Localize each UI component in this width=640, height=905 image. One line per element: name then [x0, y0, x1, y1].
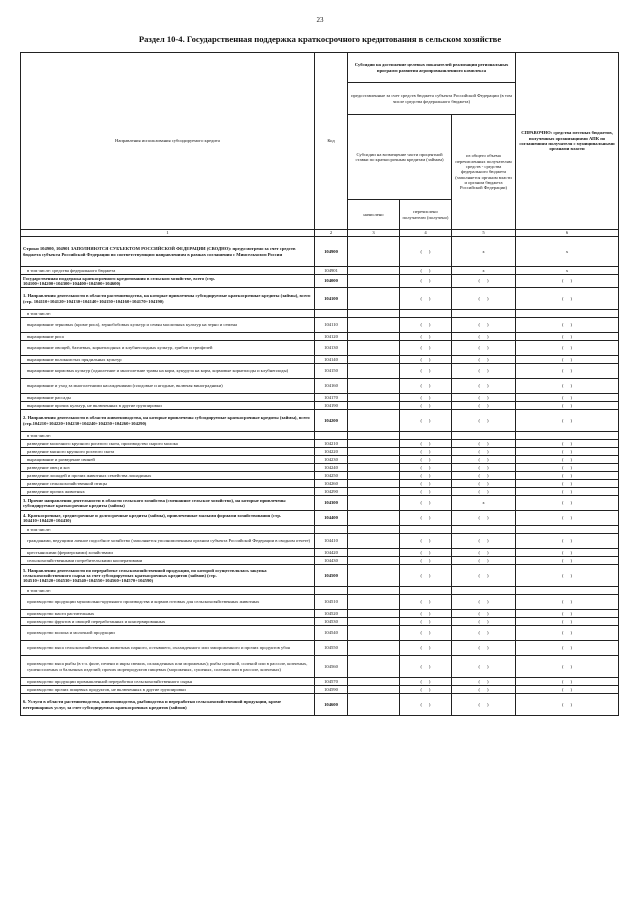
row-code: 104430 — [315, 557, 348, 565]
cell-federal: ( ) — [452, 275, 516, 288]
table-row — [21, 686, 619, 694]
row-direction: производство молока и молочной продукции — [21, 626, 315, 641]
row-direction: сельскохозяйственными потребительскими кооперативами — [21, 557, 315, 565]
row-direction: в том числе: — [21, 526, 315, 534]
header-subsidy: Субсидии на возмещение части процентной ставки по краткосрочным кредитам (займам) — [348, 115, 452, 200]
cell-reference: ( ) — [516, 488, 619, 496]
row-direction: производство фруктов и овощей переработанных и консервированных — [21, 618, 315, 626]
cell-accrued — [348, 402, 400, 410]
row-direction: в том числе: — [21, 587, 315, 595]
cell-federal: ( ) — [452, 678, 516, 686]
cell-reference: ( ) — [516, 626, 619, 641]
cell-federal: ( ) — [452, 557, 516, 565]
cell-reference: ( ) — [516, 402, 619, 410]
row-direction: разведение овец и коз — [21, 464, 315, 472]
cell-accrued — [348, 549, 400, 557]
section-title: Раздел 10-4. Государственная поддержка краткосрочного кредитования в сельском хозяйстве — [138, 34, 502, 44]
cell-accrued — [348, 310, 400, 318]
cell-accrued — [348, 587, 400, 595]
cell-accrued — [348, 318, 400, 333]
table-row — [21, 440, 619, 448]
header-federal: из общего объема перечисленных получателям средств - средства федерального бюджета (заполняется органом власти и органом бюджета Российской Федерации) — [452, 115, 516, 230]
row-code: 104170 — [315, 394, 348, 402]
cell-federal: ( ) — [452, 448, 516, 456]
cell-reference: ( ) — [516, 610, 619, 618]
cell-federal: ( ) — [452, 610, 516, 618]
cell-transferred: ( ) — [400, 410, 452, 432]
table-row — [21, 456, 619, 464]
header-reference: СПРАВОЧНО: средства местных бюджетов, полученных организациями АПК по соглашениям получателя с муниципальными органами власти — [516, 53, 619, 230]
cell-accrued — [348, 464, 400, 472]
row-code: 104200 — [315, 410, 348, 432]
cell-reference: ( ) — [516, 694, 619, 716]
cell-federal — [452, 310, 516, 318]
row-code: 104210 — [315, 440, 348, 448]
cell-transferred: ( ) — [400, 364, 452, 379]
row-code — [315, 432, 348, 440]
row-direction: производство масел растительных — [21, 610, 315, 618]
row-code: 104590 — [315, 686, 348, 694]
cell-reference — [516, 432, 619, 440]
row-code: 104260 — [315, 480, 348, 488]
row-code: 104410 — [315, 534, 348, 549]
row-direction: выращивание кормовых культур (однолетние и многолетние травы на корм, кукуруза на корм, кормовые корнеплоды и клубнеплоды) — [21, 364, 315, 379]
cell-accrued — [348, 356, 400, 364]
cell-reference: ( ) — [516, 557, 619, 565]
table-row — [21, 318, 619, 333]
cell-transferred: ( ) — [400, 394, 452, 402]
cell-transferred: ( ) — [400, 341, 452, 356]
cell-accrued — [348, 237, 400, 267]
row-code: 104520 — [315, 610, 348, 618]
row-direction: выращивание и уход за многолетними насаждениями (плодовые и ягодные, включая виноградники) — [21, 379, 315, 394]
cell-transferred: ( ) — [400, 288, 452, 310]
cell-reference: ( ) — [516, 496, 619, 511]
cell-reference — [516, 310, 619, 318]
cell-reference: x — [516, 267, 619, 275]
row-code: 104560 — [315, 656, 348, 678]
table-row — [21, 464, 619, 472]
cell-accrued — [348, 448, 400, 456]
cell-reference: ( ) — [516, 410, 619, 432]
row-direction: 5. Направления деятельности по переработке сельскохозяйственной продукции, по которой осуществлялась закупка сельскохозяйственного сырья за счет субсидируемых краткосрочных кредитов (займов) (стр. 104510+104520+104530+104540+104550+104560+104570+104590) — [21, 565, 315, 587]
cell-accrued — [348, 534, 400, 549]
table-row — [21, 448, 619, 456]
table-row — [21, 310, 619, 318]
cell-federal: ( ) — [452, 626, 516, 641]
row-code: 104220 — [315, 448, 348, 456]
cell-transferred: ( ) — [400, 440, 452, 448]
row-direction: выращивание и разведение свиней — [21, 456, 315, 464]
cell-federal — [452, 526, 516, 534]
row-direction: разведение молочного крупного рогатого скота, производство сырого молока — [21, 440, 315, 448]
col-number: 2 — [315, 230, 348, 237]
row-code: 104290 — [315, 488, 348, 496]
table-row — [21, 496, 619, 511]
table-row — [21, 549, 619, 557]
col-number: 5 — [452, 230, 516, 237]
cell-accrued — [348, 511, 400, 526]
row-direction: выращивание зерновых (кроме риса), зернобобовых культур и семян масличных культур на зерно и семена — [21, 318, 315, 333]
cell-accrued — [348, 641, 400, 656]
cell-transferred: ( ) — [400, 464, 452, 472]
table-row — [21, 526, 619, 534]
row-code: 104130 — [315, 341, 348, 356]
cell-federal: x — [452, 496, 516, 511]
cell-federal: ( ) — [452, 341, 516, 356]
table-row — [21, 364, 619, 379]
row-code: 104600 — [315, 694, 348, 716]
table-row — [21, 379, 619, 394]
cell-reference: ( ) — [516, 480, 619, 488]
cell-transferred — [400, 587, 452, 595]
row-direction: крестьянскими (фермерскими) хозяйствами — [21, 549, 315, 557]
cell-federal: ( ) — [452, 440, 516, 448]
row-code: 104240 — [315, 464, 348, 472]
cell-transferred: ( ) — [400, 275, 452, 288]
cell-reference: ( ) — [516, 275, 619, 288]
table-row — [21, 641, 619, 656]
cell-accrued — [348, 595, 400, 610]
cell-federal: ( ) — [452, 402, 516, 410]
cell-transferred: ( ) — [400, 402, 452, 410]
row-direction: разведение мясного крупного рогатого скота — [21, 448, 315, 456]
cell-federal — [452, 587, 516, 595]
row-code: 104300 — [315, 496, 348, 511]
row-code: 104190 — [315, 402, 348, 410]
cell-transferred: ( ) — [400, 686, 452, 694]
cell-reference — [516, 587, 619, 595]
table-row — [21, 288, 619, 310]
cell-reference: ( ) — [516, 472, 619, 480]
cell-reference: ( ) — [516, 318, 619, 333]
table-row — [21, 402, 619, 410]
cell-federal: ( ) — [452, 488, 516, 496]
row-direction: гражданами, ведущими личное подсобное хозяйство (заполняется уполномоченным органом субъекта Российской Федерации в сводном отчете) — [21, 534, 315, 549]
cell-accrued — [348, 440, 400, 448]
cell-accrued — [348, 341, 400, 356]
cell-accrued — [348, 678, 400, 686]
cell-accrued — [348, 410, 400, 432]
table-row — [21, 237, 619, 267]
cell-accrued — [348, 496, 400, 511]
row-code: 104510 — [315, 595, 348, 610]
cell-transferred: ( ) — [400, 480, 452, 488]
table-row — [21, 341, 619, 356]
cell-reference: ( ) — [516, 549, 619, 557]
cell-accrued — [348, 610, 400, 618]
cell-transferred: ( ) — [400, 694, 452, 716]
cell-federal: ( ) — [452, 686, 516, 694]
cell-federal: ( ) — [452, 456, 516, 464]
cell-reference: ( ) — [516, 364, 619, 379]
cell-federal: ( ) — [452, 288, 516, 310]
row-code — [315, 310, 348, 318]
cell-federal: ( ) — [452, 618, 516, 626]
row-code: 104000 — [315, 275, 348, 288]
table-row — [21, 480, 619, 488]
cell-accrued — [348, 565, 400, 587]
row-direction: 6. Услуги в области растениеводства, животноводства, рыбоводства и переработки сельскохозяйственной продукции, кроме ветеринарных услуг, за счет субсидируемых краткосрочных кредитов (займов) — [21, 694, 315, 716]
cell-transferred: ( ) — [400, 267, 452, 275]
row-direction: выращивание прочих культур, не включенных в другие группировки — [21, 402, 315, 410]
cell-accrued — [348, 275, 400, 288]
table-row — [21, 410, 619, 432]
row-direction: Строки 104900, 104901 ЗАПОЛНЯЮТСЯ СУБЪЕКТОМ РОССИЙСКОЙ ФЕДЕРАЦИИ (СВОДНО): предусмотрено за счет средств бюджета субъекта Российской Федерации по соответствующим направлениям в рамках соглашения с Минсельхозом России — [21, 237, 315, 267]
cell-federal: ( ) — [452, 394, 516, 402]
subsidy-table — [20, 52, 619, 716]
cell-accrued — [348, 267, 400, 275]
cell-transferred: ( ) — [400, 318, 452, 333]
table-row — [21, 488, 619, 496]
cell-reference: ( ) — [516, 448, 619, 456]
cell-reference: ( ) — [516, 678, 619, 686]
row-direction: в том числе: — [21, 432, 315, 440]
row-code: 104900 — [315, 237, 348, 267]
row-code: 104160 — [315, 379, 348, 394]
table-row — [21, 595, 619, 610]
cell-accrued — [348, 364, 400, 379]
row-direction: производство продукции мукомольно-крупяного производства и кормов готовых для сельскохозяйственных животных — [21, 595, 315, 610]
row-code: 104100 — [315, 288, 348, 310]
cell-transferred: ( ) — [400, 379, 452, 394]
cell-transferred: ( ) — [400, 534, 452, 549]
table-row — [21, 511, 619, 526]
cell-reference: ( ) — [516, 333, 619, 341]
cell-transferred — [400, 432, 452, 440]
header-transferred: перечислено получателю (получено) — [400, 200, 452, 230]
row-direction: производство прочих пищевых продуктов, не включенных в другие группировки — [21, 686, 315, 694]
cell-reference: ( ) — [516, 618, 619, 626]
cell-reference: ( ) — [516, 288, 619, 310]
cell-transferred: ( ) — [400, 549, 452, 557]
page-number: 23 — [316, 16, 324, 24]
cell-transferred: ( ) — [400, 448, 452, 456]
table-row — [21, 626, 619, 641]
cell-federal: ( ) — [452, 656, 516, 678]
cell-transferred — [400, 526, 452, 534]
cell-accrued — [348, 488, 400, 496]
cell-transferred: ( ) — [400, 557, 452, 565]
table-row — [21, 694, 619, 716]
header-group: Субсидии на достижение целевых показателей реализации региональных программ развития агропромышленного комплекса — [348, 53, 516, 83]
cell-accrued — [348, 618, 400, 626]
table-row — [21, 432, 619, 440]
table-row — [21, 557, 619, 565]
cell-transferred: ( ) — [400, 618, 452, 626]
cell-accrued — [348, 480, 400, 488]
cell-transferred: ( ) — [400, 626, 452, 641]
col-number: 3 — [348, 230, 400, 237]
cell-reference: ( ) — [516, 534, 619, 549]
cell-reference: ( ) — [516, 341, 619, 356]
row-direction: разведение прочих животных — [21, 488, 315, 496]
row-direction: разведение сельскохозяйственной птицы — [21, 480, 315, 488]
row-code: 104540 — [315, 626, 348, 641]
cell-reference: x — [516, 237, 619, 267]
cell-accrued — [348, 626, 400, 641]
col-number: 1 — [21, 230, 315, 237]
row-code: 104420 — [315, 549, 348, 557]
cell-transferred: ( ) — [400, 595, 452, 610]
cell-transferred: ( ) — [400, 237, 452, 267]
header-accrued: начислено — [348, 200, 400, 230]
cell-federal: ( ) — [452, 410, 516, 432]
row-direction: выращивание овощей, бахчевых, корнеплодных и клубнеплодных культур, грибов и трюфелей — [21, 341, 315, 356]
table-row — [21, 587, 619, 595]
cell-transferred: ( ) — [400, 356, 452, 364]
header-direction: Направления использования субсидируемого кредита — [21, 53, 315, 230]
cell-transferred: ( ) — [400, 488, 452, 496]
table-row — [21, 534, 619, 549]
cell-reference: ( ) — [516, 394, 619, 402]
col-number: 6 — [516, 230, 619, 237]
cell-accrued — [348, 656, 400, 678]
row-direction: выращивание риса — [21, 333, 315, 341]
row-code: 104230 — [315, 456, 348, 464]
cell-federal: ( ) — [452, 549, 516, 557]
cell-federal: x — [452, 237, 516, 267]
cell-federal: ( ) — [452, 364, 516, 379]
row-code: 104400 — [315, 511, 348, 526]
cell-federal: ( ) — [452, 464, 516, 472]
cell-federal: ( ) — [452, 333, 516, 341]
cell-federal: ( ) — [452, 694, 516, 716]
row-direction: выращивание рассады — [21, 394, 315, 402]
row-direction: 1. Направления деятельности в области растениеводства, на которые привлечены субсидируемые краткосрочные кредиты (займы), всего (стр. 104110+104120+104130+104140+104150+104160+104170+104190) — [21, 288, 315, 310]
cell-transferred: ( ) — [400, 678, 452, 686]
row-direction: разведение лошадей и прочих животных семейства лошадиных — [21, 472, 315, 480]
cell-transferred: ( ) — [400, 333, 452, 341]
row-code: 104500 — [315, 565, 348, 587]
cell-federal: ( ) — [452, 565, 516, 587]
cell-federal: ( ) — [452, 356, 516, 364]
cell-accrued — [348, 432, 400, 440]
row-code — [315, 526, 348, 534]
row-code: 104140 — [315, 356, 348, 364]
row-code: 104570 — [315, 678, 348, 686]
table-row — [21, 610, 619, 618]
cell-reference: ( ) — [516, 511, 619, 526]
cell-accrued — [348, 456, 400, 464]
row-direction: 4. Краткосрочные, среднесрочные и долгосрочные кредиты (займы), привлеченные малыми формами хозяйствования (стр. 104410+104420+104430) — [21, 511, 315, 526]
table-row — [21, 267, 619, 275]
row-direction: производство продукции промышленной переработки сельскохозяйственного сырья — [21, 678, 315, 686]
row-direction: производство мяса сельскохозяйственных животных парного, остывшего, охлажденного или замороженного и прочих продуктов убоя — [21, 641, 315, 656]
cell-reference: ( ) — [516, 686, 619, 694]
cell-federal: x — [452, 267, 516, 275]
cell-federal — [452, 432, 516, 440]
table-row — [21, 678, 619, 686]
cell-accrued — [348, 526, 400, 534]
table-row — [21, 618, 619, 626]
cell-reference: ( ) — [516, 440, 619, 448]
cell-reference: ( ) — [516, 379, 619, 394]
table-row — [21, 656, 619, 678]
row-code: 104550 — [315, 641, 348, 656]
cell-transferred: ( ) — [400, 456, 452, 464]
header-subgroup: предоставленные за счет средств бюджета субъекта Российской Федерации (в том числе средства федерального бюджета) — [348, 83, 516, 115]
cell-transferred: ( ) — [400, 656, 452, 678]
row-code: 104110 — [315, 318, 348, 333]
cell-federal: ( ) — [452, 534, 516, 549]
row-code: 104901 — [315, 267, 348, 275]
cell-accrued — [348, 694, 400, 716]
cell-reference — [516, 526, 619, 534]
row-code: 104530 — [315, 618, 348, 626]
table-row — [21, 565, 619, 587]
cell-reference: ( ) — [516, 641, 619, 656]
cell-accrued — [348, 472, 400, 480]
cell-accrued — [348, 379, 400, 394]
cell-transferred: ( ) — [400, 496, 452, 511]
row-direction: производство мяса рыбы (в т.ч. филе, печени и икры свежих, охлажденных или мороженых); рыбы сушеной, соленой или в рассоле, копченых, сушеносоленых и балычных изделий; прочих морепродуктов пищевых (мороженых, сушеных, соленых или в рассоле, копченых) — [21, 656, 315, 678]
row-direction: Государственная поддержка краткосрочного кредитования в сельском хозяйстве, всего (стр. 104100+104200+104300+104400+104500+104600) — [21, 275, 315, 288]
cell-accrued — [348, 288, 400, 310]
cell-transferred: ( ) — [400, 565, 452, 587]
cell-reference: ( ) — [516, 595, 619, 610]
table-body — [21, 237, 619, 716]
cell-accrued — [348, 333, 400, 341]
row-code: 104120 — [315, 333, 348, 341]
table-row — [21, 394, 619, 402]
cell-federal: ( ) — [452, 472, 516, 480]
cell-transferred: ( ) — [400, 511, 452, 526]
cell-transferred: ( ) — [400, 610, 452, 618]
cell-federal: ( ) — [452, 480, 516, 488]
cell-federal: ( ) — [452, 379, 516, 394]
cell-federal: ( ) — [452, 641, 516, 656]
row-code: 104250 — [315, 472, 348, 480]
cell-reference: ( ) — [516, 456, 619, 464]
table-row — [21, 356, 619, 364]
table-row — [21, 275, 619, 288]
cell-transferred: ( ) — [400, 472, 452, 480]
cell-accrued — [348, 686, 400, 694]
cell-accrued — [348, 394, 400, 402]
cell-transferred — [400, 310, 452, 318]
cell-federal: ( ) — [452, 595, 516, 610]
row-direction: выращивание волокнистых прядильных культур — [21, 356, 315, 364]
cell-transferred: ( ) — [400, 641, 452, 656]
row-direction: 3. Прочие направления деятельности в области сельского хозяйства (смешанное сельское хозяйство), на которые привлечены субсидируемые краткосрочные кредиты (займы) — [21, 496, 315, 511]
row-code: 104150 — [315, 364, 348, 379]
table-row — [21, 472, 619, 480]
col-number: 4 — [400, 230, 452, 237]
cell-reference: ( ) — [516, 656, 619, 678]
cell-federal: ( ) — [452, 318, 516, 333]
cell-federal: ( ) — [452, 511, 516, 526]
row-code — [315, 587, 348, 595]
cell-reference: ( ) — [516, 356, 619, 364]
cell-reference: ( ) — [516, 565, 619, 587]
row-direction: в том числе: средства федерального бюджета — [21, 267, 315, 275]
cell-accrued — [348, 557, 400, 565]
row-direction: 2. Направления деятельности в области животноводства, на которые привлечены субсидируемые краткосрочные кредиты (займы), всего (стр.104210+104220+104230+104240+104250+104260+104290) — [21, 410, 315, 432]
header-code: Код — [315, 53, 348, 230]
row-direction: в том числе: — [21, 310, 315, 318]
table-row — [21, 333, 619, 341]
cell-reference: ( ) — [516, 464, 619, 472]
